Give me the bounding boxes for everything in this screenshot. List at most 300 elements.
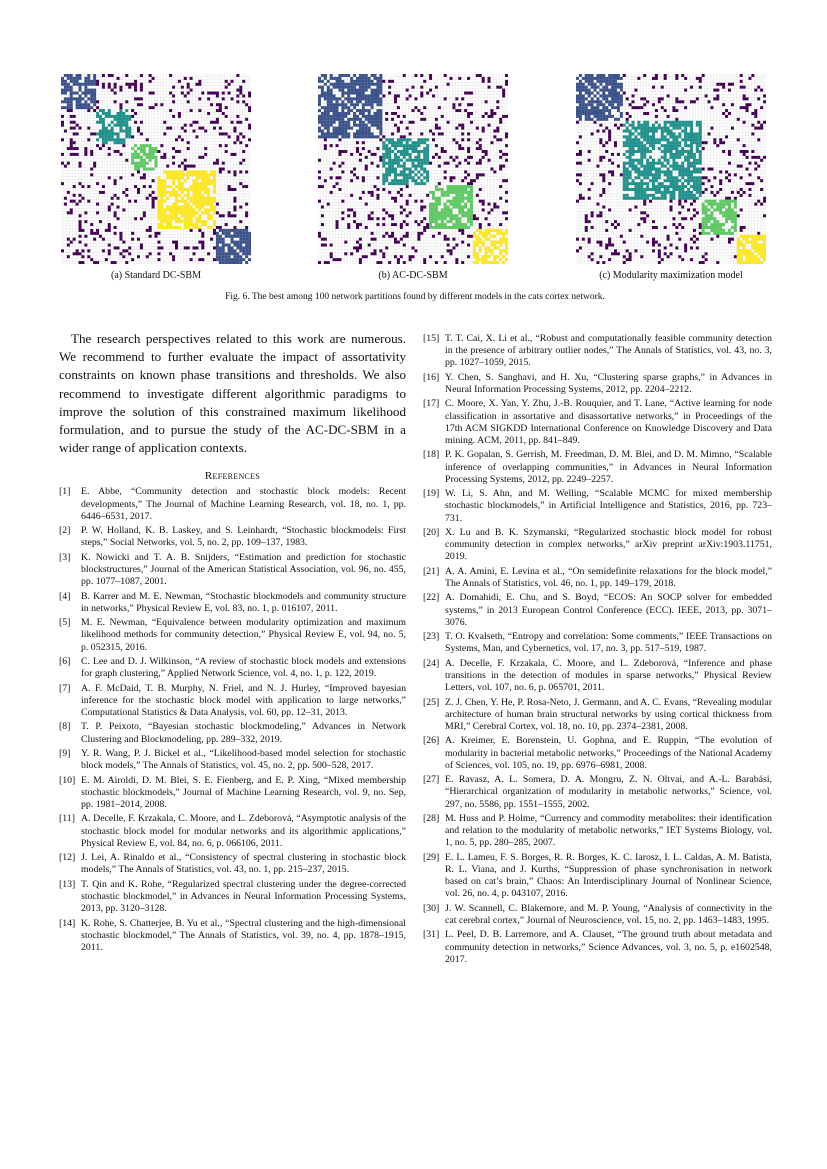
matrix-cell-inter <box>119 252 122 255</box>
matrix-cell-intra <box>119 109 122 112</box>
matrix-cell-intra <box>464 197 467 200</box>
matrix-cell-intra <box>731 214 734 217</box>
matrix-cell-intra <box>417 156 420 159</box>
matrix-cell-inter <box>608 244 611 247</box>
matrix-cell-intra <box>181 200 184 203</box>
matrix-cell-intra <box>713 226 716 229</box>
matrix-cell-intra <box>632 188 635 191</box>
matrix-cell-intra <box>658 170 661 173</box>
matrix-cell-intra <box>643 153 646 156</box>
matrix-cell-inter <box>496 106 499 109</box>
matrix-cell-intra <box>664 194 667 197</box>
matrix-cell-intra <box>582 89 585 92</box>
matrix-cell-intra <box>438 226 441 229</box>
matrix-cell-inter <box>318 200 321 203</box>
matrix-cell-intra <box>423 168 426 171</box>
matrix-cell-intra <box>605 89 608 92</box>
matrix-cell-inter <box>385 118 388 121</box>
matrix-cell-intra <box>754 249 757 252</box>
matrix-cell-inter <box>493 135 496 138</box>
matrix-cell-intra <box>157 194 160 197</box>
matrix-cell-intra <box>667 173 670 176</box>
matrix-cell-inter <box>485 112 488 115</box>
matrix-cell-inter <box>248 109 251 112</box>
matrix-cell-intra <box>160 197 163 200</box>
matrix-cell-intra <box>626 197 629 200</box>
matrix-cell-intra <box>467 217 470 220</box>
matrix-cell-inter <box>231 153 234 156</box>
matrix-cell-intra <box>646 124 649 127</box>
matrix-cell-inter <box>76 147 79 150</box>
matrix-cell-intra <box>353 115 356 118</box>
matrix-cell-inter <box>757 138 760 141</box>
matrix-cell-intra <box>140 162 143 165</box>
matrix-cell-inter <box>757 127 760 130</box>
matrix-cell-intra <box>672 176 675 179</box>
matrix-cell-inter <box>198 156 201 159</box>
matrix-cell-intra <box>87 83 90 86</box>
matrix-cell-inter <box>239 141 242 144</box>
matrix-cell-intra <box>128 135 131 138</box>
matrix-cell-inter <box>684 106 687 109</box>
matrix-cell-intra <box>634 188 637 191</box>
matrix-cell-inter <box>705 141 708 144</box>
matrix-cell-intra <box>479 258 482 261</box>
matrix-cell-intra <box>195 176 198 179</box>
matrix-cell-intra <box>406 147 409 150</box>
matrix-cell-intra <box>61 83 64 86</box>
matrix-cell-intra <box>122 130 125 133</box>
matrix-cell-intra <box>629 153 632 156</box>
matrix-cell-intra <box>84 86 87 89</box>
matrix-cell-intra <box>143 153 146 156</box>
matrix-cell-inter <box>225 132 228 135</box>
matrix-cell-inter <box>705 188 708 191</box>
matrix-cell-intra <box>582 77 585 80</box>
matrix-cell-intra <box>640 185 643 188</box>
matrix-cell-intra <box>681 185 684 188</box>
matrix-cell-intra <box>184 179 187 182</box>
matrix-cell-intra <box>61 100 64 103</box>
matrix-cell-intra <box>458 217 461 220</box>
matrix-cell-inter <box>67 147 70 150</box>
matrix-cell-intra <box>751 246 754 249</box>
matrix-cell-intra <box>588 103 591 106</box>
matrix-cell-inter <box>652 244 655 247</box>
matrix-cell-intra <box>324 94 327 97</box>
matrix-cell-inter <box>347 208 350 211</box>
matrix-cell-intra <box>382 153 385 156</box>
matrix-cell-intra <box>117 132 120 135</box>
matrix-cell-intra <box>649 165 652 168</box>
matrix-cell-intra <box>499 232 502 235</box>
matrix-cell-intra <box>382 159 385 162</box>
matrix-cell-intra <box>210 170 213 173</box>
matrix-cell-intra <box>464 191 467 194</box>
matrix-cell-intra <box>99 109 102 112</box>
matrix-cell-inter <box>318 170 321 173</box>
matrix-cell-inter <box>464 92 467 95</box>
matrix-cell-intra <box>728 200 731 203</box>
matrix-cell-intra <box>620 86 623 89</box>
matrix-cell-intra <box>341 86 344 89</box>
matrix-cell-intra <box>374 121 377 124</box>
matrix-cell-intra <box>470 206 473 209</box>
matrix-cell-intra <box>350 127 353 130</box>
matrix-cell-intra <box>131 147 134 150</box>
matrix-cell-inter <box>602 130 605 133</box>
matrix-cell-intra <box>652 138 655 141</box>
matrix-cell-intra <box>160 211 163 214</box>
subfigure-caption-c: (c) Modularity maximization model <box>599 270 743 281</box>
matrix-cell-inter <box>111 203 114 206</box>
matrix-cell-intra <box>693 153 696 156</box>
matrix-cell-inter <box>499 121 502 124</box>
matrix-cell-intra <box>734 226 737 229</box>
matrix-cell-intra <box>356 80 359 83</box>
matrix-cell-inter <box>198 109 201 112</box>
matrix-cell-intra <box>231 235 234 238</box>
matrix-cell-intra <box>754 246 757 249</box>
matrix-cell-intra <box>403 153 406 156</box>
matrix-cell-intra <box>748 258 751 261</box>
matrix-cell-inter <box>245 185 248 188</box>
matrix-cell-inter <box>409 211 412 214</box>
matrix-cell-inter <box>155 232 158 235</box>
matrix-cell-intra <box>198 226 201 229</box>
matrix-cell-intra <box>128 118 131 121</box>
matrix-cell-inter <box>450 179 453 182</box>
reference-list-left <box>59 486 406 954</box>
matrix-cell-intra <box>414 144 417 147</box>
matrix-cell-intra <box>661 165 664 168</box>
matrix-cell-intra <box>655 179 658 182</box>
matrix-cell-inter <box>152 206 155 209</box>
matrix-cell-inter <box>763 214 766 217</box>
matrix-cell-inter <box>341 211 344 214</box>
matrix-cell-inter <box>87 185 90 188</box>
matrix-cell-intra <box>441 194 444 197</box>
matrix-cell-intra <box>632 147 635 150</box>
matrix-cell-inter <box>111 197 114 200</box>
matrix-cell-intra <box>426 153 429 156</box>
reference-text: M. E. Newman, “Equivalence between modularity optimization and maximum likelihood methods for community detection,” Physical Review E, vol. 94, no. 5, p. 052315, 2016. <box>81 617 406 653</box>
matrix-cell-inter <box>643 74 646 77</box>
matrix-cell-intra <box>737 238 740 241</box>
matrix-cell-inter <box>350 153 353 156</box>
matrix-cell-intra <box>137 153 140 156</box>
matrix-cell-inter <box>699 223 702 226</box>
matrix-cell-inter <box>458 77 461 80</box>
matrix-cell-intra <box>193 203 196 206</box>
matrix-cell-intra <box>734 217 737 220</box>
matrix-cell-intra <box>184 203 187 206</box>
matrix-cell-inter <box>614 141 617 144</box>
matrix-cell-intra <box>195 217 198 220</box>
matrix-cell-intra <box>731 232 734 235</box>
matrix-cell-inter <box>435 86 438 89</box>
reference-text: C. Lee and D. J. Wilkinson, “A review of stochastic block models and extensions for graph clustering,” Applied Network Science, vol. 4, no. 1, p. 122, 2019. <box>81 656 406 680</box>
matrix-cell-inter <box>371 252 374 255</box>
matrix-cell-intra <box>643 156 646 159</box>
matrix-cell-inter <box>131 238 134 241</box>
matrix-cell-intra <box>374 135 377 138</box>
matrix-cell-intra <box>417 176 420 179</box>
matrix-cell-intra <box>242 235 245 238</box>
matrix-cell-inter <box>70 109 73 112</box>
matrix-cell-intra <box>371 97 374 100</box>
matrix-cell-inter <box>397 94 400 97</box>
matrix-cell-inter <box>626 249 629 252</box>
matrix-cell-intra <box>368 94 371 97</box>
matrix-cell-intra <box>699 194 702 197</box>
matrix-cell-intra <box>149 156 152 159</box>
matrix-cell-intra <box>213 179 216 182</box>
matrix-cell-inter <box>479 74 482 77</box>
matrix-cell-intra <box>417 144 420 147</box>
matrix-cell-intra <box>356 94 359 97</box>
matrix-cell-intra <box>760 244 763 247</box>
matrix-cell-intra <box>675 138 678 141</box>
matrix-cell-inter <box>708 168 711 171</box>
matrix-cell-inter <box>321 223 324 226</box>
matrix-cell-inter <box>652 77 655 80</box>
matrix-cell-inter <box>216 211 219 214</box>
matrix-cell-inter <box>643 220 646 223</box>
matrix-cell-inter <box>79 162 82 165</box>
matrix-cell-inter <box>684 77 687 80</box>
matrix-cell-inter <box>482 173 485 176</box>
matrix-cell-intra <box>327 100 330 103</box>
matrix-cell-intra <box>649 127 652 130</box>
matrix-cell-inter <box>716 97 719 100</box>
matrix-cell-intra <box>87 92 90 95</box>
matrix-cell-intra <box>318 103 321 106</box>
matrix-cell-intra <box>614 100 617 103</box>
matrix-cell-inter <box>318 232 321 235</box>
matrix-cell-intra <box>198 185 201 188</box>
matrix-cell-intra <box>620 89 623 92</box>
matrix-cell-intra <box>347 83 350 86</box>
matrix-cell-intra <box>670 194 673 197</box>
matrix-cell-intra <box>678 127 681 130</box>
matrix-cell-intra <box>664 127 667 130</box>
matrix-cell-intra <box>178 179 181 182</box>
matrix-cell-intra <box>452 226 455 229</box>
matrix-cell-intra <box>347 112 350 115</box>
matrix-cell-intra <box>643 194 646 197</box>
matrix-cell-intra <box>134 150 137 153</box>
matrix-cell-inter <box>236 121 239 124</box>
matrix-cell-intra <box>388 141 391 144</box>
matrix-cell-intra <box>84 92 87 95</box>
matrix-cell-intra <box>646 182 649 185</box>
matrix-cell-intra <box>664 191 667 194</box>
matrix-cell-intra <box>664 188 667 191</box>
matrix-cell-intra <box>602 80 605 83</box>
matrix-cell-inter <box>371 238 374 241</box>
matrix-cell-inter <box>172 241 175 244</box>
matrix-cell-intra <box>719 208 722 211</box>
matrix-cell-inter <box>400 255 403 258</box>
matrix-cell-intra <box>330 89 333 92</box>
matrix-cell-intra <box>713 229 716 232</box>
matrix-cell-intra <box>588 100 591 103</box>
matrix-cell-intra <box>163 208 166 211</box>
matrix-cell-intra <box>599 80 602 83</box>
matrix-cell-inter <box>708 179 711 182</box>
matrix-cell-intra <box>458 226 461 229</box>
matrix-cell-intra <box>502 232 505 235</box>
matrix-cell-intra <box>702 226 705 229</box>
matrix-cell-inter <box>344 241 347 244</box>
matrix-cell-intra <box>409 173 412 176</box>
matrix-cell-inter <box>740 106 743 109</box>
matrix-cell-inter <box>228 185 231 188</box>
matrix-cell-inter <box>740 74 743 77</box>
matrix-cell-intra <box>365 74 368 77</box>
matrix-cell-intra <box>248 238 251 241</box>
matrix-cell-inter <box>699 80 702 83</box>
matrix-cell-inter <box>149 185 152 188</box>
matrix-cell-intra <box>725 211 728 214</box>
matrix-cell-intra <box>602 77 605 80</box>
matrix-cell-intra <box>760 235 763 238</box>
matrix-cell-intra <box>661 127 664 130</box>
matrix-cell-intra <box>716 223 719 226</box>
matrix-cell-intra <box>336 106 339 109</box>
matrix-cell-intra <box>157 203 160 206</box>
matrix-cell-inter <box>687 208 690 211</box>
matrix-cell-intra <box>137 162 140 165</box>
matrix-cell-intra <box>128 132 131 135</box>
matrix-cell-intra <box>696 197 699 200</box>
matrix-cell-intra <box>643 132 646 135</box>
matrix-cell-intra <box>76 92 79 95</box>
matrix-cell-intra <box>599 94 602 97</box>
reference-text: T. T. Cai, X. Li et al., “Robust and computationally feasible community detection in the presence of arbitrary outlier nodes,” The Annals of Statistics, vol. 43, no. 3, pp. 1027–1059, 2015. <box>445 333 772 369</box>
matrix-cell-intra <box>172 208 175 211</box>
matrix-cell-intra <box>426 144 429 147</box>
matrix-cell-inter <box>420 232 423 235</box>
matrix-cell-inter <box>646 214 649 217</box>
matrix-cell-intra <box>693 194 696 197</box>
matrix-cell-intra <box>318 135 321 138</box>
matrix-cell-intra <box>649 130 652 133</box>
matrix-cell-intra <box>432 197 435 200</box>
matrix-cell-intra <box>128 127 131 130</box>
matrix-cell-intra <box>157 185 160 188</box>
matrix-cell-inter <box>338 150 341 153</box>
matrix-cell-intra <box>236 246 239 249</box>
reference-text: W. Li, S. Ahn, and M. Welling, “Scalable MCMC for mixed membership stochastic blockmodels,” in Artificial Intelligence and Statistics, 2016, pp. 723–731. <box>445 488 772 524</box>
matrix-cell-intra <box>117 138 120 141</box>
matrix-cell-intra <box>461 214 464 217</box>
matrix-cell-intra <box>117 118 120 121</box>
matrix-cell-inter <box>333 258 336 261</box>
matrix-cell-inter <box>76 203 79 206</box>
matrix-cell-inter <box>678 238 681 241</box>
matrix-cell-inter <box>79 241 82 244</box>
matrix-cell-intra <box>394 162 397 165</box>
matrix-cell-inter <box>655 77 658 80</box>
matrix-cell-inter <box>73 132 76 135</box>
matrix-cell-intra <box>181 206 184 209</box>
matrix-cell-intra <box>228 249 231 252</box>
matrix-cell-inter <box>617 165 620 168</box>
matrix-cell-intra <box>588 112 591 115</box>
matrix-cell-inter <box>490 168 493 171</box>
matrix-cell-inter <box>233 127 236 130</box>
matrix-cell-inter <box>490 112 493 115</box>
matrix-cell-inter <box>117 197 120 200</box>
matrix-cell-intra <box>751 255 754 258</box>
matrix-cell-intra <box>134 165 137 168</box>
matrix-cell-intra <box>594 83 597 86</box>
matrix-cell-intra <box>640 197 643 200</box>
matrix-cell-inter <box>324 244 327 247</box>
matrix-cell-intra <box>649 141 652 144</box>
matrix-cell-inter <box>576 238 579 241</box>
matrix-cell-inter <box>499 223 502 226</box>
matrix-cell-intra <box>321 130 324 133</box>
matrix-cell-inter <box>725 115 728 118</box>
matrix-cell-intra <box>420 179 423 182</box>
matrix-cell-intra <box>464 214 467 217</box>
matrix-cell-inter <box>728 153 731 156</box>
matrix-cell-intra <box>450 185 453 188</box>
matrix-cell-inter <box>356 147 359 150</box>
matrix-cell-intra <box>137 168 140 171</box>
matrix-cell-intra <box>365 97 368 100</box>
matrix-cell-intra <box>187 194 190 197</box>
matrix-cell-intra <box>602 118 605 121</box>
matrix-cell-intra <box>324 109 327 112</box>
matrix-cell-intra <box>470 220 473 223</box>
matrix-cell-inter <box>84 220 87 223</box>
matrix-cell-inter <box>690 203 693 206</box>
matrix-cell-intra <box>458 188 461 191</box>
matrix-cell-intra <box>195 223 198 226</box>
matrix-cell-intra <box>157 176 160 179</box>
matrix-cell-intra <box>629 162 632 165</box>
matrix-cell-intra <box>321 74 324 77</box>
matrix-cell-inter <box>61 249 64 252</box>
matrix-cell-inter <box>716 144 719 147</box>
matrix-cell-intra <box>359 127 362 130</box>
matrix-cell-inter <box>505 217 508 220</box>
matrix-cell-intra <box>374 100 377 103</box>
matrix-cell-intra <box>608 94 611 97</box>
matrix-cell-inter <box>488 223 491 226</box>
matrix-cell-intra <box>198 173 201 176</box>
matrix-cell-intra <box>64 106 67 109</box>
matrix-cell-intra <box>719 211 722 214</box>
matrix-cell-inter <box>397 241 400 244</box>
matrix-cell-intra <box>105 138 108 141</box>
matrix-cell-intra <box>371 80 374 83</box>
matrix-cell-intra <box>652 141 655 144</box>
matrix-cell-intra <box>333 97 336 100</box>
matrix-cell-intra <box>321 112 324 115</box>
matrix-cell-inter <box>239 182 242 185</box>
matrix-cell-intra <box>719 200 722 203</box>
matrix-cell-intra <box>488 232 491 235</box>
matrix-cell-intra <box>470 217 473 220</box>
matrix-cell-inter <box>728 83 731 86</box>
matrix-cell-inter <box>213 229 216 232</box>
matrix-cell-inter <box>493 170 496 173</box>
